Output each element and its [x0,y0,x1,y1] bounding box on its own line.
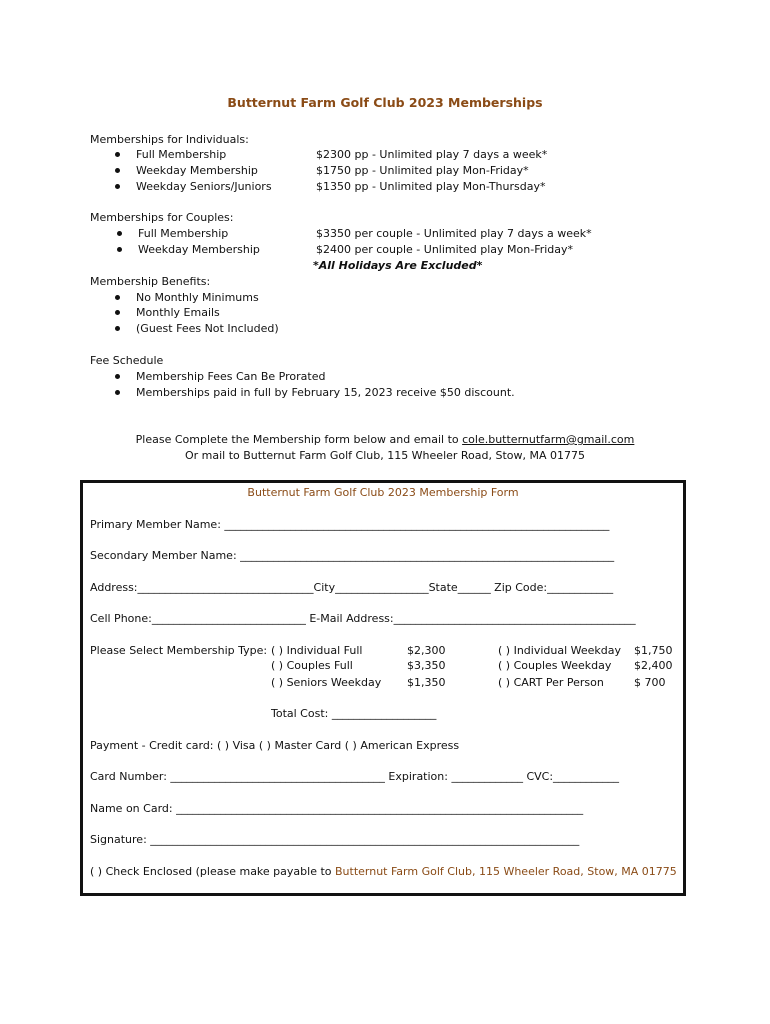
price-individual-full: $2,300 [407,644,446,657]
price-individual-weekday: $1,750 [634,644,673,657]
bullet [117,247,122,252]
option-individual-weekday[interactable]: ( ) Individual Weekday [498,644,622,657]
primary-member-field[interactable]: Primary Member Name: ______________________________________________________________________ [90,518,610,531]
fees-heading: Fee Schedule [90,354,164,367]
benefit-item: (Guest Fees Not Included) [136,322,279,335]
fee-item: Membership Fees Can Be Prorated [136,370,326,383]
benefit-item: No Monthly Minimums [136,291,259,304]
couples-heading: Memberships for Couples: [90,211,234,224]
price-seniors-weekday: $1,350 [407,676,446,689]
check-payable-address: Butternut Farm Golf Club, 115 Wheeler Road, Stow, MA 01775 [335,865,677,878]
card-number-field[interactable]: Card Number: _______________________________________ Expiration: _____________ CVC:____________ [90,770,620,783]
individual-full-name: Full Membership [136,148,227,161]
price-couples-weekday: $2,400 [634,659,673,672]
price-cart: $ 700 [634,676,666,689]
benefit-item: Monthly Emails [136,306,220,319]
couples-weekday-name: Weekday Membership [138,243,260,256]
couples-weekday-price: $2400 per couple - Unlimited play Mon-Friday* [316,243,574,256]
check-enclosed-option[interactable] [90,865,677,878]
address-field[interactable]: Address:________________________________City_________________State______ Zip Code:____________ [90,581,614,594]
option-cart[interactable]: ( ) CART Per Person [498,676,604,689]
form-title: Butternut Farm Golf Club 2023 Membership Form [247,486,519,499]
couples-full-name: Full Membership [138,227,229,240]
couples-full-price: $3350 per couple - Unlimited play 7 days a week* [316,227,592,240]
price-couples-full: $3,350 [407,659,446,672]
individual-seniors-price: $1350 pp - Unlimited play Mon-Thursday* [316,180,546,193]
phone-email-field[interactable]: Cell Phone:____________________________ E-Mail Address:____________________________________________ [90,612,636,625]
bullet [115,168,120,173]
holidays-note: *All Holidays Are Excluded* [313,259,483,272]
bullet [115,374,120,379]
instructions-line2: Or mail to Butternut Farm Golf Club, 115 Wheeler Road, Stow, MA 01775 [184,449,586,462]
bullet [115,326,120,331]
payment-options[interactable]: Payment - Credit card: ( ) Visa ( ) Master Card ( ) American Express [90,739,460,752]
name-on-card-field[interactable]: Name on Card: __________________________________________________________________________ [90,802,584,815]
instructions-text: Please Complete the Membership form below and email to [135,433,463,446]
bullet [115,184,120,189]
secondary-member-field[interactable]: Secondary Member Name: ____________________________________________________________________ [90,549,615,562]
membership-type-label: Please Select Membership Type: [90,644,268,657]
option-seniors-weekday[interactable]: ( ) Seniors Weekday [271,676,382,689]
individuals-heading: Memberships for Individuals: [90,133,249,146]
bullet [115,152,120,157]
bullet [115,295,120,300]
signature-field[interactable]: Signature: ______________________________________________________________________________ [90,833,580,846]
email-link[interactable]: cole.butternutfarm@gmail.com [462,433,635,446]
individual-seniors-name: Weekday Seniors/Juniors [136,180,272,193]
bullet [115,390,120,395]
individual-weekday-name: Weekday Membership [136,164,258,177]
option-couples-weekday[interactable]: ( ) Couples Weekday [498,659,612,672]
benefits-heading: Membership Benefits: [90,275,211,288]
option-couples-full[interactable]: ( ) Couples Full [271,659,353,672]
page-title: Butternut Farm Golf Club 2023 Memberships [227,95,543,110]
check-enclosed-text: ( ) Check Enclosed (please make payable to [90,865,335,878]
fee-item: Memberships paid in full by February 15, 2023 receive $50 discount. [136,386,515,399]
total-cost-field[interactable]: Total Cost: ___________________ [271,707,437,720]
individual-weekday-price: $1750 pp - Unlimited play Mon-Friday* [316,164,529,177]
bullet [115,310,120,315]
option-individual-full[interactable]: ( ) Individual Full [271,644,363,657]
individual-full-price: $2300 pp - Unlimited play 7 days a week* [316,148,548,161]
bullet [117,231,122,236]
instructions-line1 [0,433,770,446]
